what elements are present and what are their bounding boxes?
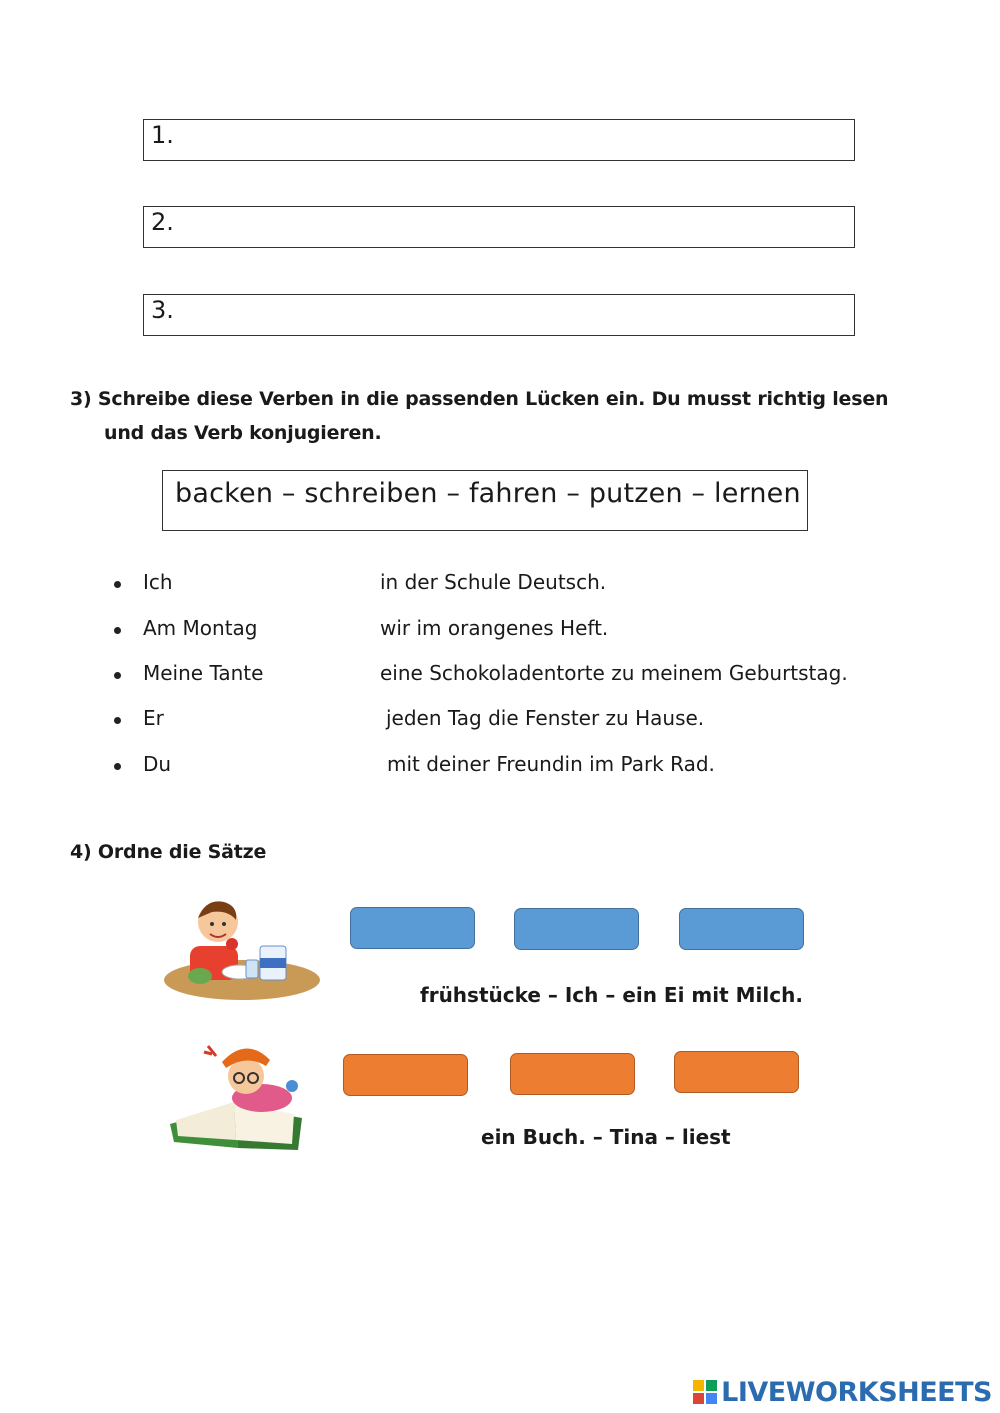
sentence-subject: Meine Tante (143, 661, 264, 685)
sentence-subject: Du (143, 752, 172, 776)
sentence-row-2 (0, 616, 1000, 646)
task3-instruction-line2: und das Verb konjugieren. (104, 422, 382, 444)
bullet-icon (114, 627, 121, 634)
answer-box-1[interactable] (143, 119, 855, 161)
word-slot-orange-2[interactable] (510, 1053, 635, 1095)
task3-instruction-line1: 3) Schreibe diese Verben in die passenden Lücken ein. Du musst richtig lesen (70, 388, 889, 410)
answer-number: 2. (151, 208, 174, 236)
word-slot-orange-3[interactable] (674, 1051, 799, 1093)
sentence-subject: Ich (143, 570, 173, 594)
sentence-row-3 (0, 661, 1000, 691)
sentence-row-4 (0, 706, 1000, 736)
sentence-row-5 (0, 752, 1000, 782)
bullet-icon (114, 672, 121, 679)
answer-number: 1. (151, 121, 174, 149)
answer-number: 3. (151, 296, 174, 324)
boy-breakfast-illustration (162, 888, 322, 1008)
brand-name: LIVEWORKSHEETS (721, 1376, 992, 1408)
word-slot-orange-1[interactable] (343, 1054, 468, 1096)
sentence-subject: Am Montag (143, 616, 258, 640)
verb-bank: backen – schreiben – fahren – putzen – lernen (162, 470, 808, 531)
sentence-rest: wir im orangenes Heft. (380, 616, 609, 640)
girl-reading-illustration (164, 1036, 309, 1154)
scrambled-words-1: frühstücke – Ich – ein Ei mit Milch. (420, 983, 803, 1007)
liveworksheets-logo (693, 1377, 992, 1407)
sentence-rest: jeden Tag die Fenster zu Hause. (386, 706, 705, 730)
sentence-subject: Er (143, 706, 164, 730)
sentence-rest: mit deiner Freundin im Park Rad. (387, 752, 715, 776)
scrambled-words-2: ein Buch. – Tina – liest (481, 1125, 731, 1149)
task4-title: 4) Ordne die Sätze (70, 841, 267, 863)
bullet-icon (114, 581, 121, 588)
sentence-rest: eine Schokoladentorte zu meinem Geburtstag. (380, 661, 848, 685)
bullet-icon (114, 717, 121, 724)
answer-box-2[interactable] (143, 206, 855, 248)
answer-box-3[interactable] (143, 294, 855, 336)
bullet-icon (114, 763, 121, 770)
word-slot-blue-2[interactable] (514, 908, 639, 950)
sentence-rest: in der Schule Deutsch. (380, 570, 607, 594)
word-slot-blue-3[interactable] (679, 908, 804, 950)
sentence-row-1 (0, 570, 1000, 600)
liveworksheets-mark-icon (693, 1380, 717, 1404)
word-slot-blue-1[interactable] (350, 907, 475, 949)
